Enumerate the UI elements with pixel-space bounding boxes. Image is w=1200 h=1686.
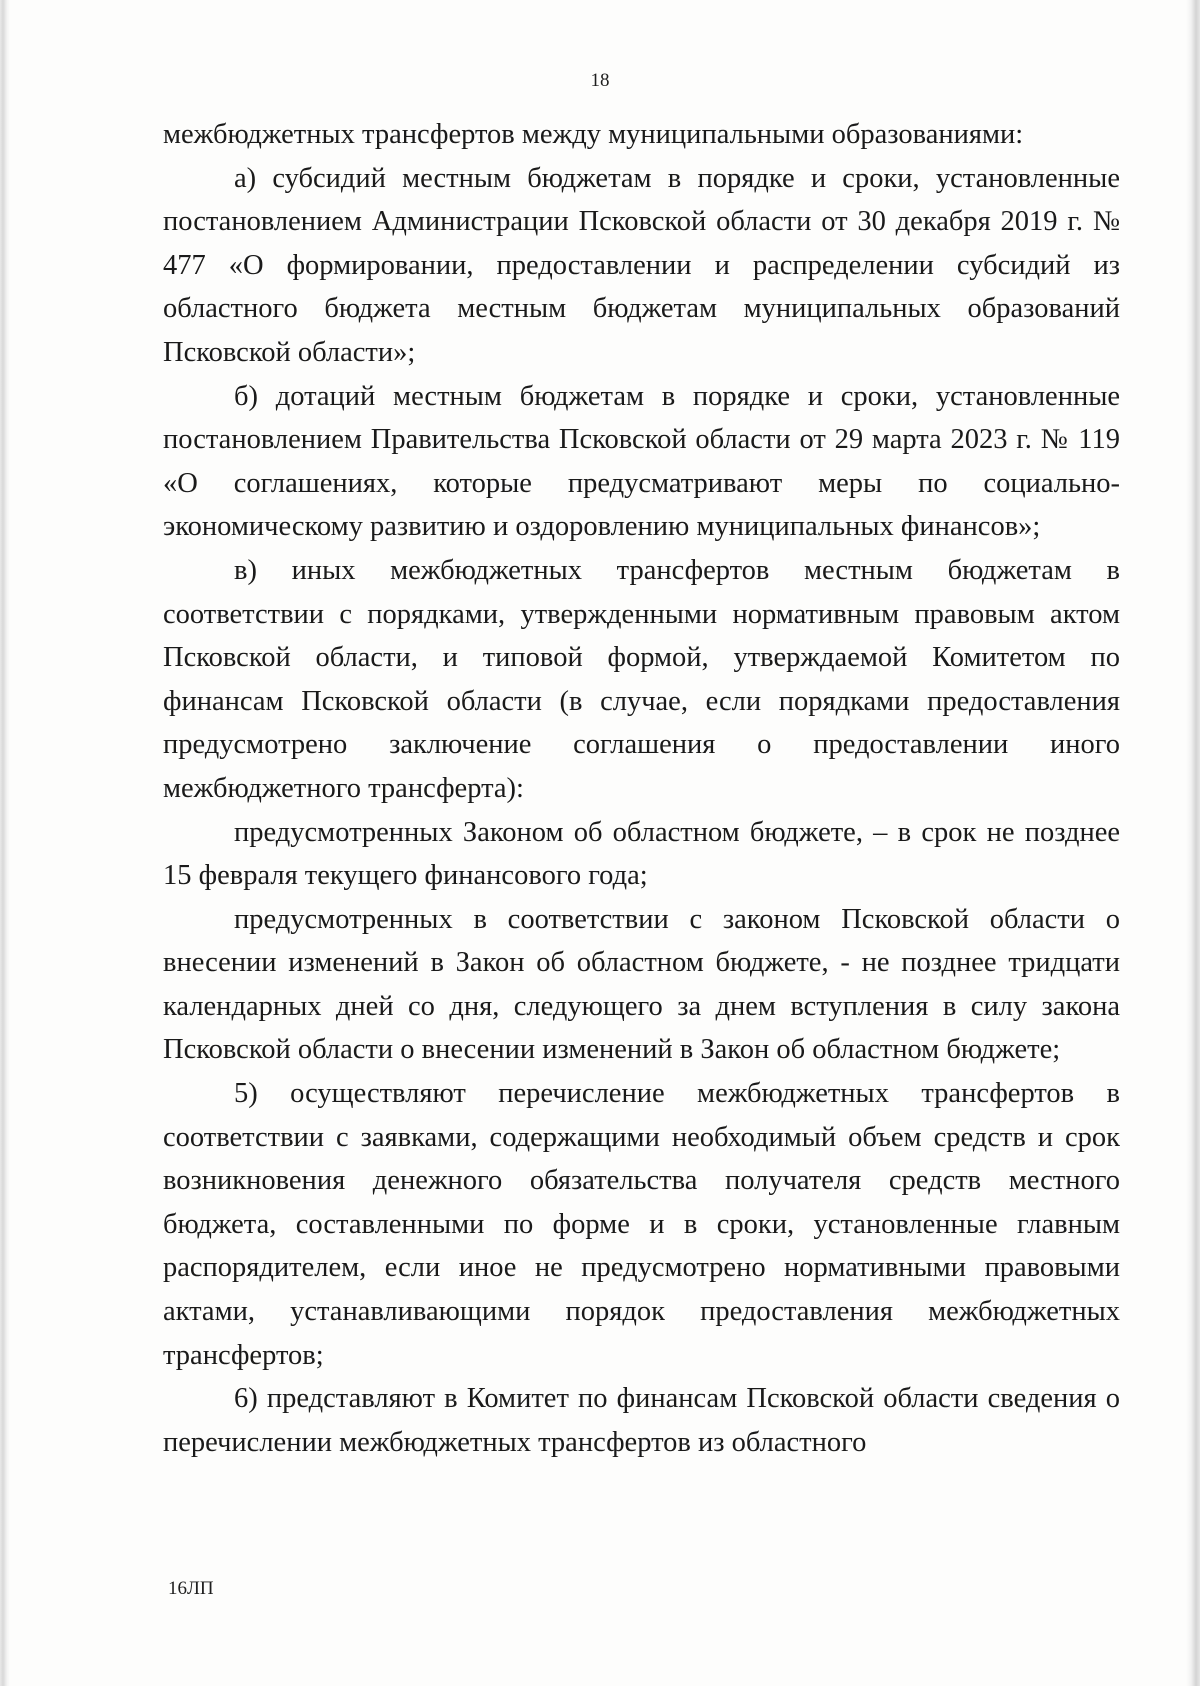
paragraph-amendment-law [163, 898, 1120, 1072]
text-line: из областного бюджета местным бюджетам муниципальных образований [163, 249, 1120, 325]
text-line: предусмотренных в соответствии с законом Псковской области [234, 903, 1085, 935]
text-line: от 29 марта 2023 г. № 119 «О соглашениях, которые предусматривают [163, 424, 1120, 499]
scan-edge-right [1186, 0, 1200, 1686]
text-line: о внесении изменений в Закон об областном бюджете, - не позднее [163, 903, 1121, 979]
paragraph-item-b [163, 375, 1120, 549]
text-line: межбюджетных трансфертов; [163, 1296, 1120, 1371]
footer-code: 16ЛП [168, 1578, 214, 1599]
paragraph-item-5 [163, 1072, 1120, 1377]
text-line: в) иных межбюджетных трансфертов местным бюджетам [234, 554, 1072, 586]
text-line: по финансам Псковской области (в случае, если порядками [163, 642, 1120, 717]
text-line: постановлением Администрации Псковской области от 30 декабря 2019 г. [163, 206, 1083, 238]
text-line: и срок возникновения денежного обязательства получателя средств [163, 1121, 1120, 1197]
paragraph-budget-law [163, 811, 1120, 898]
text-line: главным распорядителем, если иное не предусмотрено нормативными [163, 1208, 1121, 1284]
text-line: в силу закона Псковской области о внесении изменений в Закон [163, 990, 1120, 1066]
scan-edge-left [0, 0, 10, 1686]
text-line: актом Псковской области, и типовой формой, утверждаемой Комитетом [163, 598, 1120, 674]
text-line: тридцати календарных дней со дня, следующего за днем вступления [163, 947, 1120, 1022]
page-number: 18 [590, 70, 610, 91]
paragraph-intro [163, 113, 1120, 157]
text-line: предусмотренных Законом об областном бюджете, – в срок [234, 816, 977, 848]
text-line: местного бюджета, составленными по форме и в сроки, установленные [163, 1165, 1120, 1240]
text-line: а) субсидий местным бюджетам в порядке и сроки, установленные [234, 162, 1120, 194]
text-line: установленные постановлением Правительства Псковской области [163, 380, 1120, 456]
text-line: 6) представляют в Комитет по финансам Псковской области [234, 1383, 979, 1415]
paragraph-item-6 [163, 1377, 1120, 1464]
text-line: № 477 «О формировании, предоставлении и распределении субсидий [163, 206, 1121, 281]
paragraph-item-a [163, 157, 1120, 375]
text-line: 5) осуществляют перечисление межбюджетных трансфертов [234, 1078, 1075, 1110]
text-line: предоставления предусмотрено заключение соглашения [163, 685, 1121, 761]
text-line: муниципальных финансов»; [696, 511, 1041, 543]
paragraph-item-v [163, 549, 1120, 811]
text-line: в соответствии с порядками, утвержденными нормативным правовым [163, 554, 1120, 630]
text-line: межбюджетных трансфертов между муниципальными образованиями: [163, 119, 1024, 150]
text-line: об областном бюджете; [776, 1034, 1061, 1066]
text-line: б) дотаций местным бюджетам в порядке и сроки, [234, 380, 919, 412]
text-line: о предоставлении иного межбюджетного трансферта): [163, 729, 1121, 804]
text-line: сведения о перечислении межбюджетных трансфертов из областного [163, 1383, 1121, 1458]
text-line: в соответствии с заявками, содержащими необходимый объем средств [163, 1078, 1120, 1153]
document-body [163, 113, 1120, 1464]
text-line: Псковской области»; [163, 336, 416, 368]
text-line: не позднее 15 февраля текущего финансового года; [163, 816, 1121, 892]
text-line: меры по социально-экономическому развитию и оздоровлению [163, 467, 1121, 543]
text-line: правовыми актами, устанавливающими порядок предоставления [163, 1252, 1120, 1328]
